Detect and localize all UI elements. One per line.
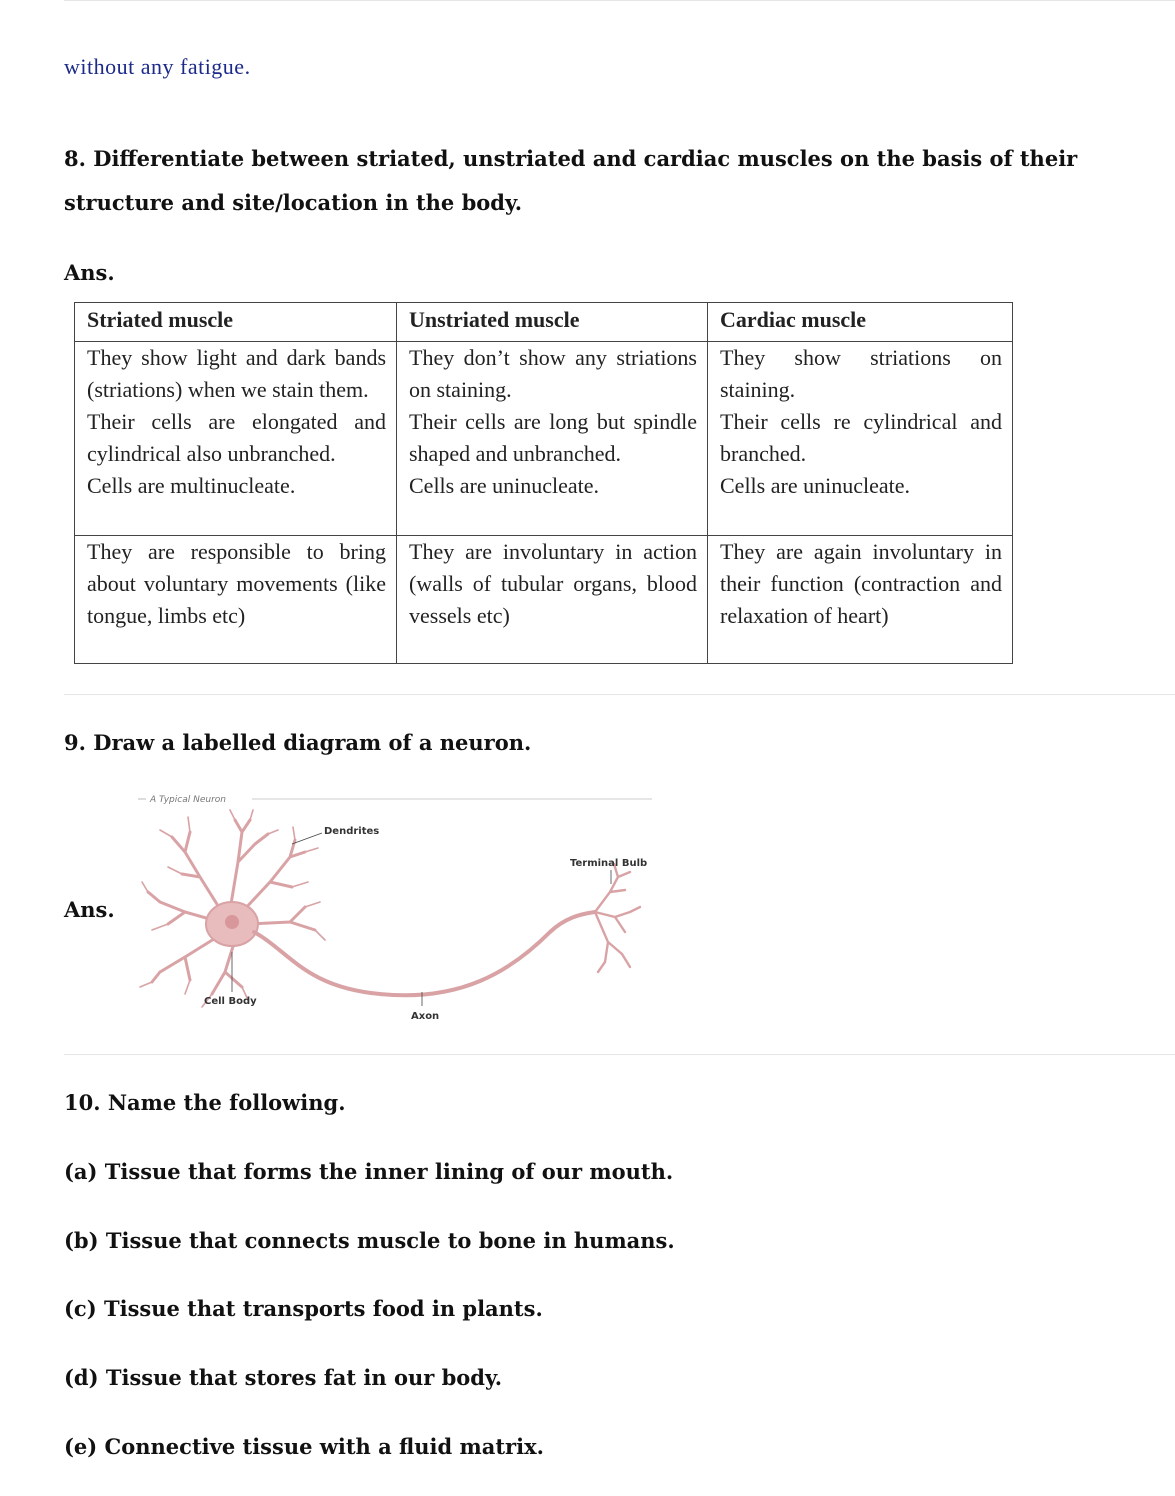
diagram-caption: A Typical Neuron (150, 795, 226, 805)
nucleus-shape (225, 915, 239, 929)
cell-text: They show light and dark bands (striations) when we stain them. (87, 345, 386, 402)
cell-text: Cells are uninucleate. (409, 473, 599, 498)
terminal-bulb-drawing (595, 864, 640, 972)
cell-cardiac-structure (708, 342, 1013, 536)
cell-striated-function: They are responsible to bring about voluntary movements (like tongue, limbs etc) (75, 536, 397, 664)
question-10-item-b: (b) Tissue that connects muscle to bone in humans. (64, 1228, 675, 1253)
answer-9-label: Ans. (64, 897, 115, 922)
cell-text: Their cells re cylindrical and branched. (720, 409, 1002, 466)
label-cell-body: Cell Body (204, 996, 257, 1007)
label-dendrites: Dendrites (324, 826, 380, 837)
label-axon: Axon (411, 1011, 440, 1022)
question-8-line-1: 8. Differentiate between striated, unstriated and cardiac muscles on the basis of their (64, 146, 1078, 171)
neuron-svg (130, 782, 670, 1032)
section-divider-2 (64, 1054, 1175, 1055)
question-8-line-2: structure and site/location in the body. (64, 190, 523, 215)
header-cardiac: Cardiac muscle (708, 303, 1013, 342)
cell-text: They don’t show any striations on staining. (409, 345, 697, 402)
question-10-item-c: (c) Tissue that transports food in plants. (64, 1296, 543, 1321)
continuation-text: without any fatigue. (64, 54, 251, 79)
section-divider (64, 694, 1175, 695)
cell-unstriated-function: They are involuntary in action (walls of tubular organs, blood vessels etc) (397, 536, 708, 664)
question-10-item-e: (e) Connective tissue with a fluid matrix. (64, 1434, 544, 1459)
question-10: 10. Name the following. (64, 1090, 346, 1115)
muscle-comparison-table (74, 302, 1013, 664)
cell-text: Cells are multinucleate. (87, 473, 296, 498)
neuron-diagram (130, 782, 670, 1032)
cell-text: Cells are uninucleate. (720, 473, 910, 498)
label-terminal-bulb: Terminal Bulb (570, 858, 648, 869)
header-striated: Striated muscle (75, 303, 397, 342)
answer-8-label: Ans. (64, 260, 115, 285)
axon-shape (254, 912, 595, 995)
cell-text: Their cells are long but spindle shaped and unbranched. (409, 409, 697, 466)
table-header-row (75, 303, 1013, 342)
question-9: 9. Draw a labelled diagram of a neuron. (64, 730, 532, 755)
cell-cardiac-function: They are again involuntary in their function (contraction and relaxation of heart) (708, 536, 1013, 664)
cell-striated-structure (75, 342, 397, 536)
top-divider (64, 0, 1175, 1)
cell-text: They show striations on staining. (720, 345, 1002, 402)
table-row-structure (75, 342, 1013, 536)
question-10-item-d: (d) Tissue that stores fat in our body. (64, 1365, 503, 1390)
table-row-function (75, 536, 1013, 664)
question-10-item-a: (a) Tissue that forms the inner lining of our mouth. (64, 1159, 674, 1184)
cell-unstriated-structure (397, 342, 708, 536)
header-unstriated: Unstriated muscle (397, 303, 708, 342)
cell-text: Their cells are elongated and cylindrical also unbranched. (87, 409, 386, 466)
